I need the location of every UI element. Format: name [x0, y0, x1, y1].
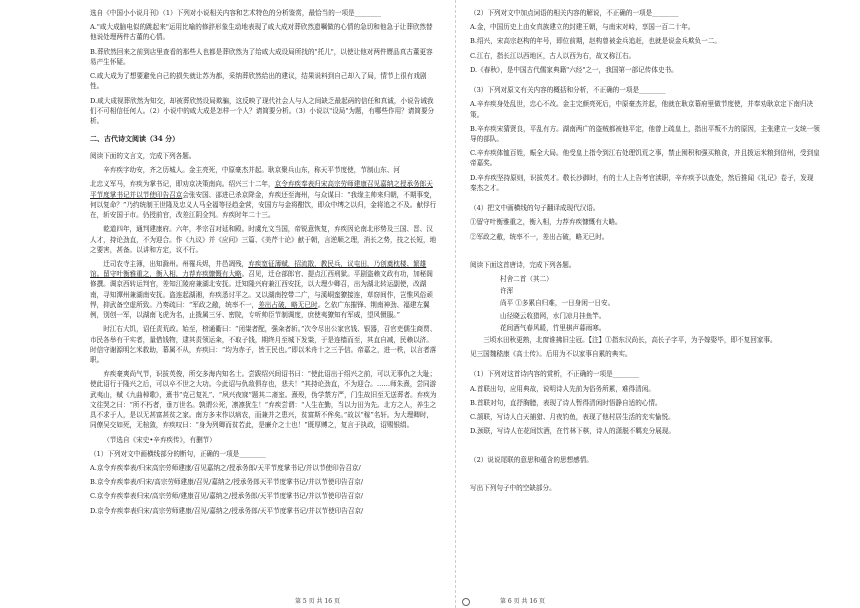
option-c: C.颔联，写诗人白天捕猎、月夜钓鱼，表现了他村居生活的充实愉悦。 — [470, 413, 675, 422]
passage-text: 迁司农寺主簿，出知滁州。州罹兵烬，井邑凋残， — [103, 260, 249, 268]
passage-text: “军政之敝，统率不一， — [188, 300, 259, 309]
poem-question-1-intro: （1）下列对这首诗内容的赏析，不正确的一项是________ — [470, 370, 640, 379]
option-b: B.京令弃疾奉表/归宋/高宗劳师建康/召见/嘉纳之/授承务郎天平节度掌书记/并以节使印告召京/ — [90, 478, 364, 487]
poem-line: 三顷水田秋更熟，北窗谁拂旧尘冠。【注】①指东汉尚长，高长子字平，为予嫁娶毕，即不复回家事。 — [483, 336, 777, 345]
option-c: C.京令弃疾奉表归宋/高宗劳师/建康召见/嘉纳之/授承务郎/天平节度掌书记/并以节使印告召京/ — [90, 492, 364, 501]
passage-text: 会张安国、邵进已杀京降金，弃疾还至海州，与众谋曰：“我缘主帅来归朝，不期事变，何以复命？”乃约统制王世隆及忠义人马全福等径趋金营，安国方与金将酣饮，即众中缚之以归，金将追之不及。献俘行在，斩安国于市。仍授前官，改差江阴佥判。弃疾时年二十三。 — [90, 190, 437, 220]
center-circle — [462, 598, 470, 606]
option-a: A.辛弃疾身处乱世，忠心不改。金主完颜亮死后，中原豪杰并起，他就在耿京幕府里做节度使，并奉劝耿京定下南归决策。 — [470, 100, 814, 119]
left-page — [90, 0, 445, 608]
option-b: B.绍兴，宋高宗赵构的年号，即位前期，赵构曾被金兵追赶，也就是说金兵欺负一二。 — [470, 37, 721, 46]
question-2-intro: （1）下列对文中画横线部分的断句，正确的一项是________ — [90, 449, 266, 458]
option-a: A.京令弃疾奉表/归宋高宗劳师建康/召见嘉纳之/授承务郎/天平节度掌书记/并以节使印告召京/ — [90, 463, 361, 472]
option-b: B.辛弃疾宋猜贤良，平乱有方。湖南两广的盗贼都被他平定，他曾上疏皇上，指出平叛不力的原因，主张建立一支统一领导的部队。 — [470, 124, 820, 143]
passage-para-2: 乾道四年，通判建康府。六年，孝宗召对延和殿。时虞允文当国，帝锐意恢复，弃疾因论南北形势及三国、晋、汉人才，持论劲直，不为迎合。作《九议》并《应问》三篇、《美芹十论》献于朝，言逆顺之理，消长之势，技之长短，地之要害，甚备。以讲和方定，议不行。 — [90, 225, 437, 254]
option-d: D.辛弃疾坚持原则，识拔英才。敬长沙御时，有的士人上告考官渎职，辛弃疾予以查处，然后推闻《礼记》卷子，发现秦杰之才。 — [470, 173, 814, 192]
passage-text: 北忠义军马，弃疾为掌书记，即劝京决策南向。绍兴三十二年， — [90, 180, 275, 189]
page-footer-right: 第 6 页 共 16 页 — [500, 598, 545, 605]
option-d: D.京令弃疾奉表归宋/高宗劳师建康/召见/嘉纳之/授承务郎/天平节度掌书记/并以节使印告召京/ — [90, 506, 364, 515]
option-b: B.首联对句，直抒胸臆，表现了诗人暂得清闲时悟静自适的心情。 — [470, 398, 662, 407]
section-title: 二、古代诗文阅读（34 分） — [90, 134, 180, 144]
option-a: A.金，中国历史上由女真族建立的封建王朝，与南宋对峙，享国一百二十年。 — [470, 23, 695, 32]
option-c: C.江右，指长江以西地区，古人以西为右，故又称江右。 — [470, 51, 636, 60]
read-instruction: 阅读下面的文言文，完成下列各题。 — [90, 152, 196, 161]
option-d: D.《春秋》，是中国古代儒家典籍"六经"之一，我国第一部记传体史书。 — [470, 65, 678, 74]
option-b: B.葬欣然回来之前到店里查看的那些人也都是葬欣然为了给咸大成设局所找的"托儿"，以使让他对两件赝品真古董更容易产生怀疑。 — [90, 47, 433, 66]
poem-author: 许浑 — [500, 287, 514, 296]
poem-question-2: （2）说说尾联的意思和蕴含的思想感情。 — [470, 455, 593, 464]
option-c: C.咸大成为了想要避免自己的损失就让苏为都，采纳葬欣然给出的建议，结果说料到自己却入了局，情节上很有戏剧性。 — [90, 72, 427, 91]
page-footer-left: 第 5 页 共 16 页 — [295, 598, 340, 605]
option-a: A."咸大成脑电似的跳起来"运用比喻的修辞形象生动地表现了咸大成对葬欣然遗嘱做的心情的急切和他急于让葬欣然替他说处理两件古董的心情。 — [90, 23, 433, 42]
poem-note: 见三国魏嵇康《高士传》。后用为不以家事自累的典实。 — [470, 350, 632, 359]
passage-para-1 — [90, 179, 439, 220]
passage-para-5: 弃疾豪爽尚气节，识拔英俊，所交多海内知名士。尝跋绍兴间诏书曰：“使此诏出于绍兴之前，可以无事仇之大耻；使此诏行于隆兴之后，可以卒不世之大功。今此诏与仇敌俱存也，悲夫！”其持论劲直，不为迎合。……师朱熹，尝同游武夷山，赋《九曲棹歌》，熹书“克己复礼”、“夙兴夜寐”题其二斋室。熹殁，伪学禁方严，门生故旧至无送葬者。弃疾为文往哭之曰：“所不朽者，垂万世名。孰谓公死，凛凛犹生！”弃疾尝谓：“人生在勤，当以力田为先。北方之人，养生之具不求于人，是以无甚富甚贫之家。南方多末作以病农，而兼并之患兴，贫富斯不侔矣。”故以“稼”名轩。为大理卿时，同僚吴交如死，无棺敛，弃疾叹曰：“身为列卿而贫若此，是廉介之士也！”既厚赙之，复言于执政，诏赐银绢。 — [90, 370, 437, 430]
passage-para-4: 时江右大饥，诏任责荒政。始至，榜通衢曰：“闭粜者配，强籴者斩。”次令尽出公家官钱、银器，召官吏儒生商贾、市民各举有干实者，量借钱物，逮其责领运籴，不取子钱，期终月至城下发粜，于是连樯而至，其直自减，民赖以济。时信守谢源明乞米救助，幕属不从，弃疾曰：“均为赤子，皆王民也。”即以米舟十之三予信。帝嘉之，进一秩，以言者落职。 — [90, 325, 437, 364]
poem-line: 山径晓云收猎网，水门凉月挂鱼竿。 — [500, 311, 606, 320]
translation-item-1: ①留守叶衡雅重之，衡入相，力荐弃疾慷慨有大略。 — [470, 218, 622, 227]
question-3-intro: （3）下列对原文有关内容的概括和分析，不正确的一项是________ — [470, 86, 666, 95]
underlined-sentence: 京令弃疾奉表归宋高宗劳师建康召见嘉纳之授承务郎天平节度掌书记并以节使印告召京 — [90, 180, 433, 199]
fill-instruction: 写出下列句子中的空缺部分。 — [470, 483, 556, 492]
question-2-intro: （2）下列对文中加点词语的相关内容的解说，不正确的一项是________ — [470, 9, 679, 17]
poem-line: 尚平 ①多累自归难，一日身闲一日安。 — [500, 299, 615, 308]
passage-text: 。乞依广东摧锋、荆南神劲、福建左翼例，别创一军，以湖南飞虎为名，止拨属三牙、密院，专听帅臣节制调度，庶使夷獠知有军威，望风慑服。” — [90, 300, 430, 320]
passage-text: 。召见，迁仓部郎官、提点江西刑狱。平剧盗赖文政有功，加秘阁修撰。调京西转运判官，差知江陵府兼湖北安抚。迁知隆兴府兼江西安抚，以大理少卿召，出为湖北转运副使，改湖南，寻知潭州兼湖南安抚。盗连起湖湘，弃疾悉讨平之。又以湖南控带二广，与溪峒蛮獠接连，草窃间作，岂惟风俗顽悍，抑武备空虚所致。乃奏疏曰： — [90, 270, 433, 309]
right-page — [470, 0, 830, 608]
poem-instruction: 阅读下面这首唐诗，完成下列各题。 — [470, 260, 576, 269]
translation-item-2: ②军政之敝，统率不一，差出占破，略无已时。 — [470, 232, 609, 241]
passage-para-3 — [90, 259, 439, 320]
underlined-sentence: 弃疾宽征薄赋，招流散，教民兵，议屯田，乃创奠枕楼、繁雄馆。留守叶衡雅重之，衡入相，力荐弃疾慷慨有大略 — [90, 260, 427, 279]
passage-source: （节选自《宋史•辛弃疾传》，有删节） — [103, 435, 216, 444]
poem-line: 花间酒气春风暖，竹里棋声暮雨寒。 — [500, 323, 606, 332]
option-c: C.辛弃疾体恤百姓，赈全大局。他受皇上指令到江右处理饥荒之事，禁止囤积和强买粮食，并且拨运米粮到信州，受到皇帝嘉奖。 — [470, 149, 820, 168]
underlined-sentence: 差出占破，略无已时 — [258, 300, 318, 309]
passage-para-1a: 辛弃疾字幼安，齐之历城人。金主亮死，中原豪杰并起。耿京聚兵山东，称天平节度使，节制山东、河 — [103, 166, 400, 175]
question-4-intro: （4）把文中画横线的句子翻译成现代汉语。 — [470, 204, 600, 213]
option-d: D.咸大成视葬欣然为知交，却被葬欣然设局欺骗，这反映了现代社会人与人之间缺乏最起码的信任和真诚，小说告诫我们不可相信任何人。（2）小说中的咸大成是怎样一个人？请简要分析。（3）小说以"设局"为题，有哪些作用？请简要分析。 — [90, 96, 435, 125]
option-d: D.颈联，写诗人在花间饮酒，在竹林下棋，诗人的潇脱不羁充分展现。 — [470, 427, 675, 436]
q-intro: 选自《中国小小说月刊》（1）下列对小说相关内容和艺术特色的分析鉴赏，最恰当的一项是________ — [90, 9, 382, 17]
poem-title: 村舍二首（其二） — [500, 274, 553, 283]
option-a: A.首联出句，应用典故，说明诗人先前为俗务所累，难得清闲。 — [470, 384, 655, 393]
page-divider — [455, 0, 456, 608]
